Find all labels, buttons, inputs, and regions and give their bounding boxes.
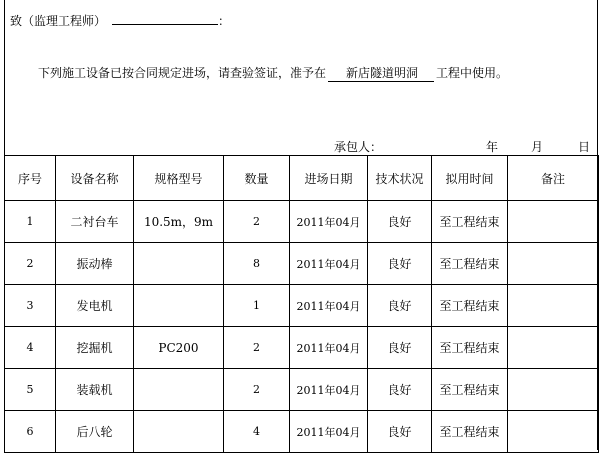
header-no: 序号 — [5, 156, 56, 201]
table-row — [5, 369, 599, 411]
cell-remark — [508, 369, 599, 411]
cell-status: 良好 — [368, 201, 432, 243]
cell-remark — [508, 201, 599, 243]
header-status: 技术状况 — [368, 156, 432, 201]
cell-status: 良好 — [368, 327, 432, 369]
intro-after-text: 工程中使用。 — [436, 66, 509, 80]
cell-name: 二衬台车 — [56, 201, 134, 243]
cell-use-time: 至工程结束 — [432, 243, 508, 285]
cell-spec: 10.5m，9m — [134, 201, 224, 243]
cell-remark — [508, 243, 599, 285]
cell-date: 2011年04月 — [290, 411, 368, 453]
table-row — [5, 201, 599, 243]
cell-spec — [134, 411, 224, 453]
cell-status: 良好 — [368, 369, 432, 411]
cell-spec — [134, 243, 224, 285]
table-row — [5, 411, 599, 453]
table-row — [5, 285, 599, 327]
cell-spec — [134, 369, 224, 411]
cell-name: 装载机 — [56, 369, 134, 411]
cell-no: 2 — [5, 243, 56, 285]
cell-use-time: 至工程结束 — [432, 369, 508, 411]
cell-no: 3 — [5, 285, 56, 327]
day-label: 日 — [578, 140, 591, 154]
table-row — [5, 327, 599, 369]
addressee-blank — [112, 12, 218, 25]
cell-name: 后八轮 — [56, 411, 134, 453]
cell-qty: 1 — [224, 285, 290, 327]
project-name: 新店隧道明洞 — [328, 64, 434, 82]
header-remark: 备注 — [508, 156, 599, 201]
table-row — [5, 243, 599, 285]
cell-date: 2011年04月 — [290, 201, 368, 243]
cell-date: 2011年04月 — [290, 243, 368, 285]
cell-name: 挖掘机 — [56, 327, 134, 369]
month-label: 月 — [531, 140, 544, 154]
cell-date: 2011年04月 — [290, 327, 368, 369]
cell-status: 良好 — [368, 411, 432, 453]
cell-no: 6 — [5, 411, 56, 453]
cell-remark — [508, 285, 599, 327]
table-header-row — [5, 156, 599, 201]
intro-before-text: 下列施工设备已按合同规定进场，请查验签证，准予在 — [38, 66, 327, 80]
cell-name: 发电机 — [56, 285, 134, 327]
cell-use-time: 至工程结束 — [432, 201, 508, 243]
cell-spec — [134, 285, 224, 327]
cell-qty: 8 — [224, 243, 290, 285]
cell-remark — [508, 411, 599, 453]
cell-qty: 4 — [224, 411, 290, 453]
cell-qty: 2 — [224, 369, 290, 411]
header-spec: 规格型号 — [134, 156, 224, 201]
cell-qty: 2 — [224, 327, 290, 369]
header-name: 设备名称 — [56, 156, 134, 201]
year-label: 年 — [486, 140, 499, 154]
cell-remark — [508, 327, 599, 369]
cell-no: 4 — [5, 327, 56, 369]
cell-date: 2011年04月 — [290, 369, 368, 411]
header-use-time: 拟用时间 — [432, 156, 508, 201]
cell-status: 良好 — [368, 285, 432, 327]
addressee-line — [10, 12, 230, 29]
cell-no: 5 — [5, 369, 56, 411]
cell-use-time: 至工程结束 — [432, 411, 508, 453]
contractor-label: 承包人： — [334, 140, 383, 154]
cell-status: 良好 — [368, 243, 432, 285]
header-qty: 数量 — [224, 156, 290, 201]
cell-qty: 2 — [224, 201, 290, 243]
intro-statement — [38, 64, 508, 82]
header-date: 进场日期 — [290, 156, 368, 201]
addressee-colon: ： — [218, 14, 231, 28]
signature-row — [0, 138, 600, 154]
equipment-table — [4, 155, 599, 453]
cell-no: 1 — [5, 201, 56, 243]
cell-date: 2011年04月 — [290, 285, 368, 327]
cell-spec: PC200 — [134, 327, 224, 369]
cell-use-time: 至工程结束 — [432, 285, 508, 327]
cell-use-time: 至工程结束 — [432, 327, 508, 369]
cell-name: 振动棒 — [56, 243, 134, 285]
addressee-label: 致（监理工程师） — [10, 14, 107, 28]
